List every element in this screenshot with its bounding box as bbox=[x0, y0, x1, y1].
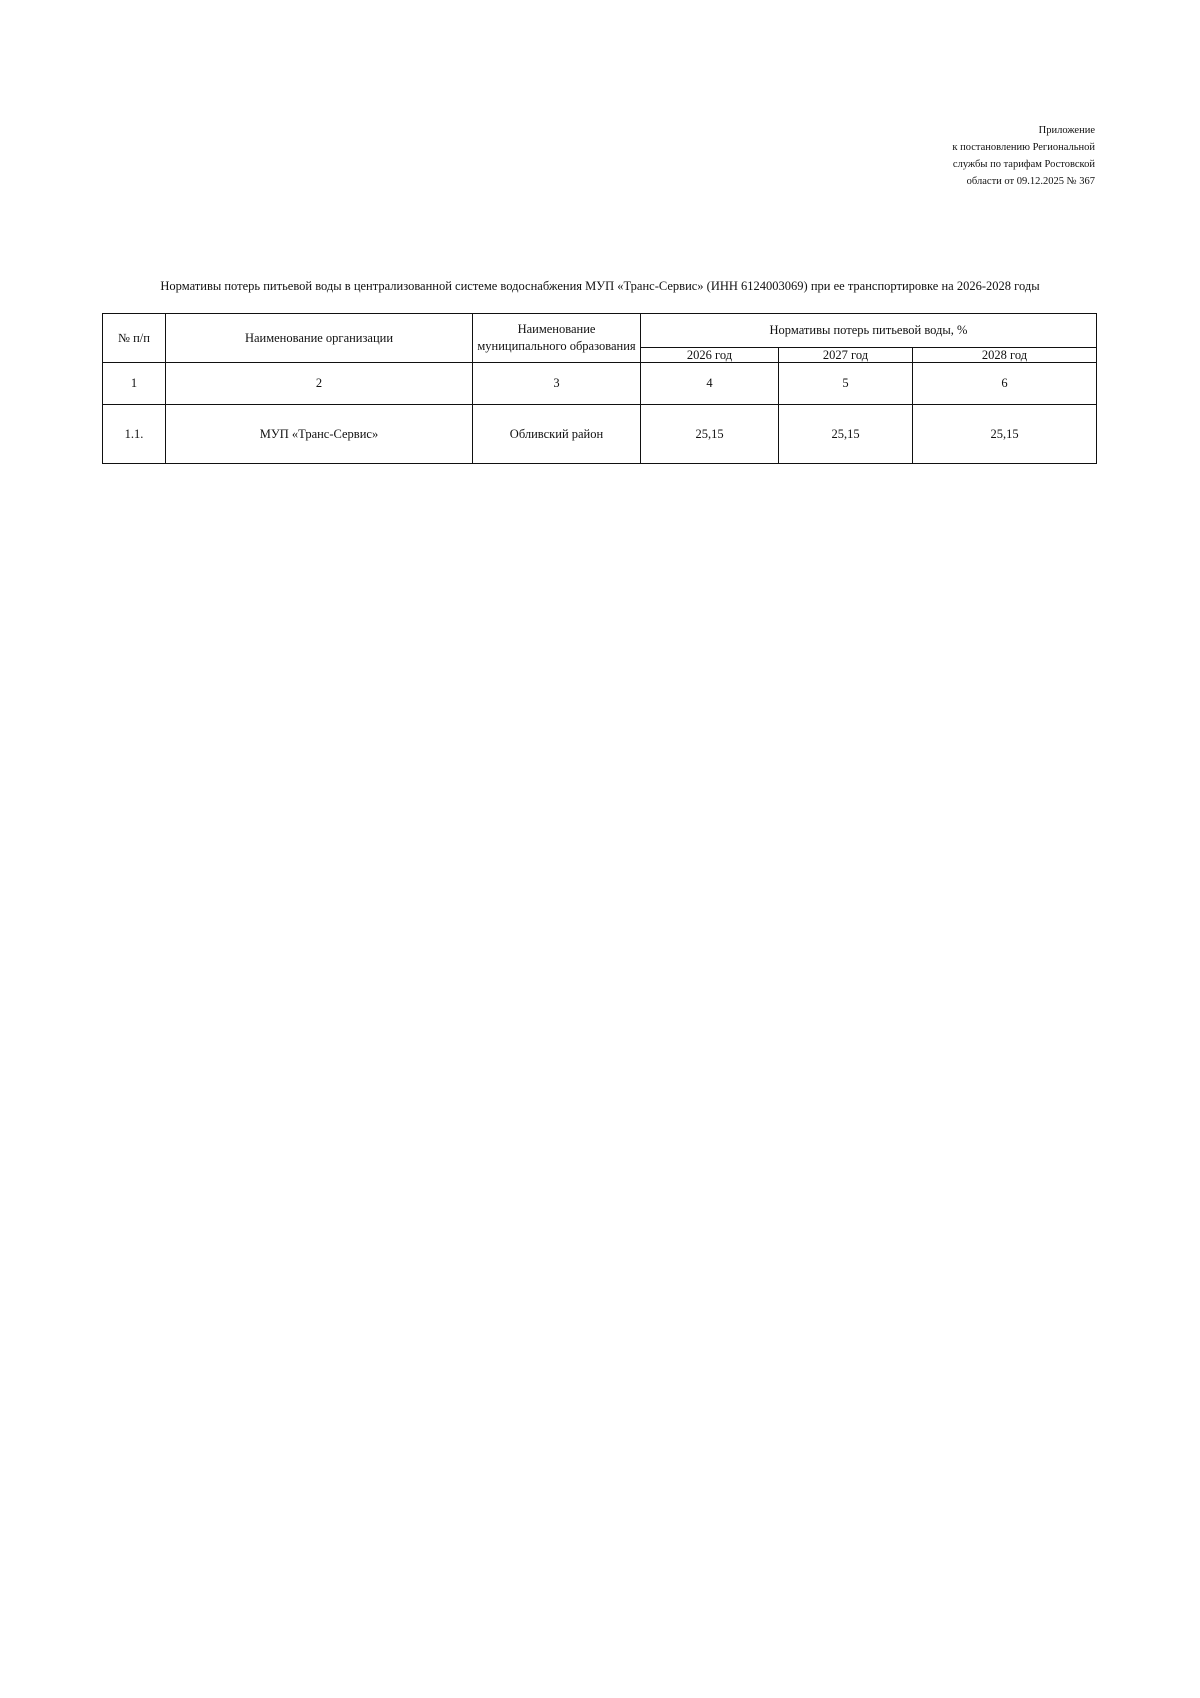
row-org: МУП «Транс-Сервис» bbox=[166, 405, 473, 464]
column-number: 2 bbox=[166, 363, 473, 405]
row-value-2027: 25,15 bbox=[779, 405, 913, 464]
header-norms: Нормативы потерь питьевой воды, % bbox=[641, 314, 1097, 348]
appendix-line: к постановлению Региональной bbox=[952, 142, 1095, 153]
appendix-block bbox=[952, 122, 1095, 190]
row-mun: Обливский район bbox=[473, 405, 641, 464]
header-year-2027: 2027 год bbox=[779, 348, 913, 363]
row-value-2026: 25,15 bbox=[641, 405, 779, 464]
column-number: 5 bbox=[779, 363, 913, 405]
column-number: 6 bbox=[913, 363, 1097, 405]
appendix-line: службы по тарифам Ростовской bbox=[952, 159, 1095, 170]
appendix-line: области от 09.12.2025 № 367 bbox=[966, 176, 1095, 187]
header-org: Наименование организации bbox=[166, 314, 473, 363]
column-number: 3 bbox=[473, 363, 641, 405]
header-mun: Наименование муниципального образования bbox=[473, 314, 641, 363]
header-num: № п/п bbox=[103, 314, 166, 363]
header-row bbox=[103, 314, 1097, 348]
header-year-2026: 2026 год bbox=[641, 348, 779, 363]
column-number: 4 bbox=[641, 363, 779, 405]
table-row bbox=[103, 405, 1097, 464]
header-year-2028: 2028 год bbox=[913, 348, 1097, 363]
appendix-line: Приложение bbox=[1038, 125, 1095, 136]
column-numbers-row bbox=[103, 363, 1097, 405]
norms-table bbox=[102, 313, 1097, 464]
document-title: Нормативы потерь питьевой воды в централизованной системе водоснабжения МУП «Транс-Сервис» (ИНН 6124003069) при ее транспортировке на 2026-2028 годы bbox=[160, 279, 1040, 293]
column-number: 1 bbox=[103, 363, 166, 405]
row-num: 1.1. bbox=[103, 405, 166, 464]
row-value-2028: 25,15 bbox=[913, 405, 1097, 464]
